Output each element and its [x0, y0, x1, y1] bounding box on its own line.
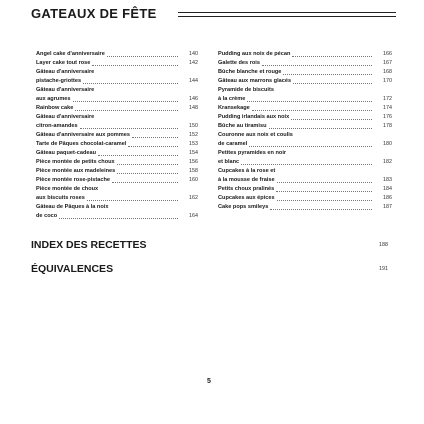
- toc-entry-label: Angel cake d'anniversaire: [36, 51, 105, 57]
- toc-entry-label: Gâteau paquet-cadeau: [36, 150, 96, 156]
- toc-dot-leader: [252, 110, 372, 111]
- toc-entry-page: 153: [189, 141, 198, 147]
- toc-entry-page: 152: [189, 132, 198, 138]
- toc-entry-label: de coco: [36, 213, 58, 219]
- toc-entry-label: citron-amandes: [36, 123, 78, 129]
- toc-entry-page: 158: [189, 168, 198, 174]
- toc-entry-label: Petits choux pralinés: [218, 186, 275, 192]
- toc-entry-label: Pièce montée rose-pistache: [36, 177, 110, 183]
- toc-dot-leader: [293, 83, 372, 84]
- toc-entry-page: 146: [189, 96, 198, 102]
- toc-entry-page: 180: [383, 141, 392, 147]
- title-rule-top: [178, 12, 396, 13]
- toc-entry: [36, 104, 198, 113]
- toc-entry: [218, 167, 392, 176]
- toc-dot-leader: [283, 74, 372, 75]
- toc-entry-page: 178: [383, 123, 392, 129]
- toc-entry: [218, 50, 392, 59]
- toc-entry: [36, 50, 198, 59]
- toc-entry: [36, 86, 198, 95]
- toc-dot-leader: [80, 128, 178, 129]
- toc-entry-page: 142: [189, 60, 198, 66]
- toc-entry: [218, 113, 392, 122]
- toc-dot-leader: [262, 65, 372, 66]
- toc-entry-label: Pièce montée de petits choux: [36, 159, 115, 165]
- toc-entry-label: Pyramide de biscuits: [218, 87, 274, 93]
- toc-entry-label: Couronne aux noix et coulis: [218, 132, 293, 138]
- toc-entry-label: aux agrumes: [36, 96, 71, 102]
- toc-entry: [218, 149, 392, 158]
- toc-entry-page: 150: [189, 123, 198, 129]
- toc-entry-page: 183: [383, 177, 392, 183]
- toc-dot-leader: [98, 155, 178, 156]
- toc-dot-leader: [277, 182, 372, 183]
- toc-entry-label: Pudding aux noix de pécan: [218, 51, 291, 57]
- toc-entry: [36, 176, 198, 185]
- toc-entry-label: Galette des rois: [218, 60, 260, 66]
- toc-entry-page: 172: [383, 96, 392, 102]
- toc-entry-label: Gâteau d'anniversaire: [36, 87, 95, 93]
- toc-entry-label: Pudding irlandais aux noix: [218, 114, 290, 120]
- toc-dot-leader: [241, 164, 372, 165]
- index-page-number: 188: [379, 242, 388, 248]
- toc-entry-page: 182: [383, 159, 392, 165]
- toc-entry-page: 154: [189, 150, 198, 156]
- toc-entry-page: 164: [189, 213, 198, 219]
- toc-entry-label: Gâteau de Pâques à la noix: [36, 204, 109, 210]
- toc-entry-label: Tarte de Pâques chocolat-caramel: [36, 141, 127, 147]
- toc-entry: [218, 176, 392, 185]
- toc-dot-leader: [92, 65, 178, 66]
- toc-entry-page: 170: [383, 78, 392, 84]
- toc-entry: [36, 131, 198, 140]
- toc-entry: [218, 185, 392, 194]
- toc-dot-leader: [117, 164, 178, 165]
- toc-entry: [36, 149, 198, 158]
- toc-entry: [36, 59, 198, 68]
- recipe-list-left-column: [36, 50, 198, 221]
- toc-entry-label: et blanc: [218, 159, 240, 165]
- toc-entry: [218, 95, 392, 104]
- toc-entry-label: à la crème: [218, 96, 246, 102]
- toc-entry-page: 167: [383, 60, 392, 66]
- toc-dot-leader: [269, 128, 373, 129]
- toc-entry-label: Gâteau aux marrons glacés: [218, 78, 292, 84]
- toc-entry-label: Cupcakes aux épices: [218, 195, 275, 201]
- toc-entry-label: de caramel: [218, 141, 248, 147]
- toc-entry: [218, 158, 392, 167]
- toc-entry-label: Gâteau d'anniversaire: [36, 114, 95, 120]
- toc-entry-page: 168: [383, 69, 392, 75]
- toc-entry: [218, 104, 392, 113]
- toc-entry: [36, 203, 198, 212]
- toc-entry-page: 174: [383, 105, 392, 111]
- toc-entry: [218, 140, 392, 149]
- toc-entry: [218, 131, 392, 140]
- toc-entry: [36, 212, 198, 221]
- toc-entry-label: à la mousse de fraise: [218, 177, 275, 183]
- toc-entry: [36, 95, 198, 104]
- toc-entry-page: 148: [189, 105, 198, 111]
- toc-dot-leader: [117, 173, 178, 174]
- toc-entry-page: 166: [383, 51, 392, 57]
- toc-dot-leader: [75, 110, 178, 111]
- toc-dot-leader: [59, 218, 178, 219]
- toc-entry: [218, 122, 392, 131]
- toc-entry: [36, 68, 198, 77]
- toc-entry: [218, 77, 392, 86]
- toc-entry: [36, 158, 198, 167]
- toc-entry-page: 176: [383, 114, 392, 120]
- recipe-list-right-column: [218, 50, 392, 212]
- toc-entry-label: Bûche au tiramisu: [218, 123, 267, 129]
- toc-entry-label: Layer cake tout rose: [36, 60, 91, 66]
- toc-entry: [36, 194, 198, 203]
- toc-entry: [218, 68, 392, 77]
- toc-entry-label: Rainbow cake: [36, 105, 74, 111]
- toc-entry: [218, 203, 392, 212]
- toc-entry-label: Gâteau d'anniversaire aux pommes: [36, 132, 130, 138]
- toc-entry: [36, 77, 198, 86]
- toc-dot-leader: [270, 209, 372, 210]
- toc-entry-page: 187: [383, 204, 392, 210]
- toc-entry-label: Gâteau d'anniversaire: [36, 69, 95, 75]
- toc-dot-leader: [292, 56, 372, 57]
- equivalences-title: ÉQUIVALENCES: [31, 263, 114, 275]
- toc-entry-label: Pièce montée de choux: [36, 186, 99, 192]
- title-rule-bottom: [178, 16, 396, 17]
- toc-dot-leader: [249, 146, 372, 147]
- toc-entry-page: 156: [189, 159, 198, 165]
- toc-entry-label: Cake pops smileys: [218, 204, 269, 210]
- toc-dot-leader: [83, 83, 178, 84]
- toc-entry: [36, 185, 198, 194]
- toc-dot-leader: [277, 200, 372, 201]
- toc-entry-label: Kransekage: [218, 105, 250, 111]
- toc-entry-page: 140: [189, 51, 198, 57]
- section-title: GATEAUX DE FÊTE: [31, 6, 157, 21]
- toc-entry: [218, 86, 392, 95]
- toc-entry: [36, 140, 198, 149]
- toc-dot-leader: [128, 146, 178, 147]
- toc-entry-label: Bûche blanche et rouge: [218, 69, 282, 75]
- page-folio: 5: [207, 378, 211, 385]
- toc-entry: [36, 122, 198, 131]
- toc-dot-leader: [276, 191, 372, 192]
- toc-entry-label: Petites pyramides en noir: [218, 150, 287, 156]
- toc-dot-leader: [291, 119, 372, 120]
- toc-dot-leader: [107, 56, 178, 57]
- toc-dot-leader: [132, 137, 178, 138]
- toc-entry: [218, 194, 392, 203]
- toc-entry: [36, 167, 198, 176]
- index-title: INDEX DES RECETTES: [31, 239, 147, 251]
- toc-entry-label: pistache-griottes: [36, 78, 82, 84]
- toc-dot-leader: [247, 101, 372, 102]
- equivalences-page-number: 191: [379, 266, 388, 272]
- toc-entry-page: 144: [189, 78, 198, 84]
- toc-entry-page: 184: [383, 186, 392, 192]
- toc-entry-page: 160: [189, 177, 198, 183]
- toc-entry-page: 186: [383, 195, 392, 201]
- toc-entry-page: 162: [189, 195, 198, 201]
- toc-dot-leader: [73, 101, 178, 102]
- toc-entry-label: aux biscuits roses: [36, 195, 85, 201]
- toc-entry: [218, 59, 392, 68]
- toc-dot-leader: [87, 200, 178, 201]
- toc-entry-label: Pièce montée aux madeleines: [36, 168, 116, 174]
- toc-entry: [36, 113, 198, 122]
- toc-dot-leader: [112, 182, 178, 183]
- toc-entry-label: Cupcakes à la rose et: [218, 168, 276, 174]
